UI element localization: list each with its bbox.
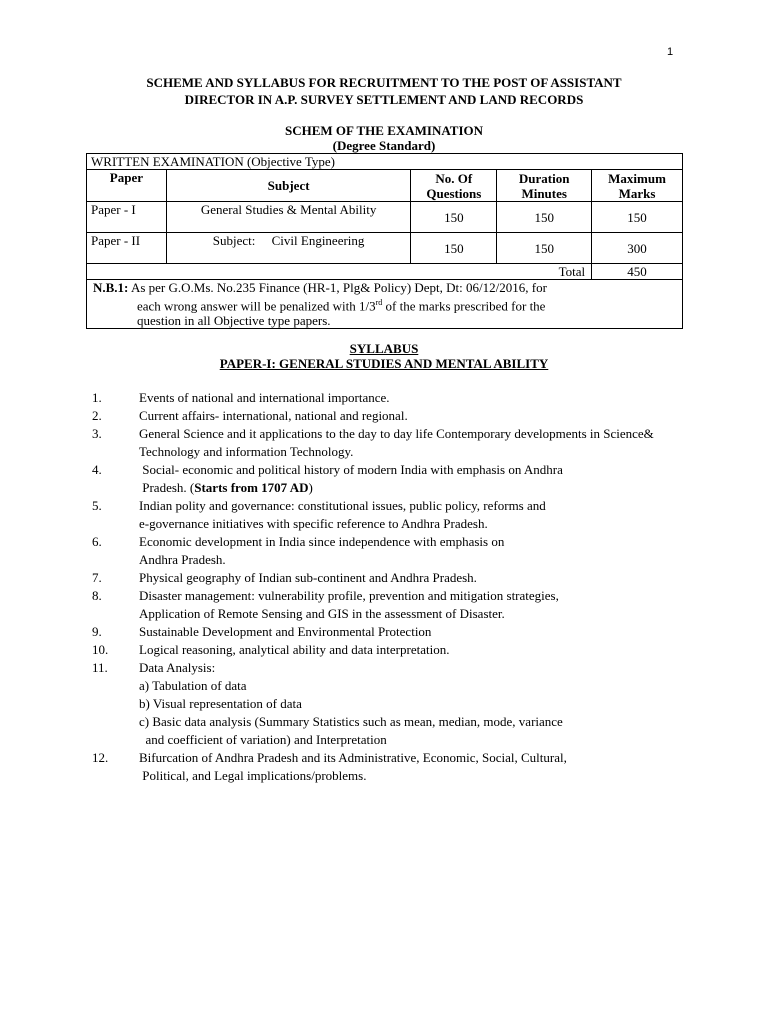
sub-item: a) Tabulation of data bbox=[139, 678, 247, 693]
sub-item: c) Basic data analysis (Summary Statistics such as mean, median, mode, variance bbox=[139, 714, 563, 729]
row-marks: 300 bbox=[592, 233, 683, 264]
row-questions: 150 bbox=[411, 202, 497, 233]
list-item: 11. Data Analysis: a) Tabulation of data b) Visual representation of data c) Basic data analysis (Summary Statistics such as mean, median, mode, variance and coefficient of variation) and Interpretation bbox=[92, 659, 692, 749]
exam-scheme-table bbox=[86, 153, 683, 329]
syllabus-list bbox=[92, 389, 692, 785]
table-caption: WRITTEN EXAMINATION (Objective Type) bbox=[87, 154, 683, 170]
paper-title: PAPER-I: GENERAL STUDIES AND MENTAL ABILITY bbox=[219, 356, 549, 371]
row-paper: Paper - I bbox=[87, 202, 167, 233]
table-row bbox=[87, 233, 683, 264]
header-duration: Duration Minutes bbox=[497, 170, 592, 202]
note-label: N.B.1: bbox=[93, 280, 129, 295]
list-item: 7. Physical geography of Indian sub-continent and Andhra Pradesh. bbox=[92, 570, 477, 585]
sub-item: b) Visual representation of data bbox=[139, 696, 302, 711]
document-title-line-1: SCHEME AND SYLLABUS FOR RECRUITMENT TO THE POST OF ASSISTANT bbox=[146, 75, 622, 90]
list-item: 10. Logical reasoning, analytical ability and data interpretation. bbox=[92, 642, 450, 657]
total-value: 450 bbox=[592, 264, 683, 280]
sub-item: and coefficient of variation) and Interpretation bbox=[139, 732, 387, 747]
note-line-1: As per G.O.Ms. No.235 Finance (HR-1, Plg& Policy) Dept, Dt: 06/12/2016, for bbox=[130, 280, 547, 295]
row-paper: Paper - II bbox=[87, 233, 167, 264]
list-item: 6. Economic development in India since independence with emphasis on Andhra Pradesh. bbox=[92, 534, 505, 567]
row-questions: 150 bbox=[411, 233, 497, 264]
degree-standard: (Degree Standard) bbox=[332, 138, 436, 153]
header-subject: Subject bbox=[166, 170, 411, 202]
total-label: Total bbox=[87, 264, 592, 280]
note-line-3: question in all Objective type papers. bbox=[137, 313, 331, 329]
list-item: 3. General Science and it applications to the day to day life Contemporary developments in Science& Technology and information Technology. bbox=[92, 426, 654, 459]
list-item: 5. Indian polity and governance: constitutional issues, public policy, reforms and e-governance initiatives with specific reference to Andhra Pradesh. bbox=[92, 498, 546, 531]
table-row bbox=[87, 202, 683, 233]
scheme-title: SCHEM OF THE EXAMINATION bbox=[284, 123, 484, 138]
list-item: 1. Events of national and international importance. bbox=[92, 390, 390, 405]
note-block bbox=[87, 280, 683, 329]
list-item: 12. Bifurcation of Andhra Pradesh and its Administrative, Economic, Social, Cultural, Political, and Legal implications/problems. bbox=[92, 750, 567, 783]
header-marks: Maximum Marks bbox=[592, 170, 683, 202]
list-item: 8. Disaster management: vulnerability profile, prevention and mitigation strategies, Application of Remote Sensing and GIS in the assessment of Disaster. bbox=[92, 588, 559, 621]
row-duration: 150 bbox=[497, 202, 592, 233]
list-item: 4. Social- economic and political history of modern India with emphasis on Andhra Pradesh. (Starts from 1707 AD) bbox=[92, 462, 563, 495]
row-subject: Subject: Civil Engineering bbox=[166, 233, 411, 264]
syllabus-title: SYLLABUS bbox=[349, 341, 419, 356]
note-line-2: each wrong answer will be penalized with 1/3rd of the marks prescribed for the bbox=[137, 298, 546, 314]
header-questions: No. Of Questions bbox=[411, 170, 497, 202]
document-title-line-2: DIRECTOR IN A.P. SURVEY SETTLEMENT AND LAND RECORDS bbox=[184, 92, 584, 107]
page-number: 1 bbox=[667, 46, 674, 58]
row-subject: General Studies & Mental Ability bbox=[166, 202, 411, 233]
header-paper: Paper bbox=[87, 170, 167, 202]
row-duration: 150 bbox=[497, 233, 592, 264]
emphasis-text: Starts from 1707 AD bbox=[194, 480, 309, 495]
list-item: 2. Current affairs- international, national and regional. bbox=[92, 408, 408, 423]
row-marks: 150 bbox=[592, 202, 683, 233]
list-item: 9. Sustainable Development and Environmental Protection bbox=[92, 624, 432, 639]
